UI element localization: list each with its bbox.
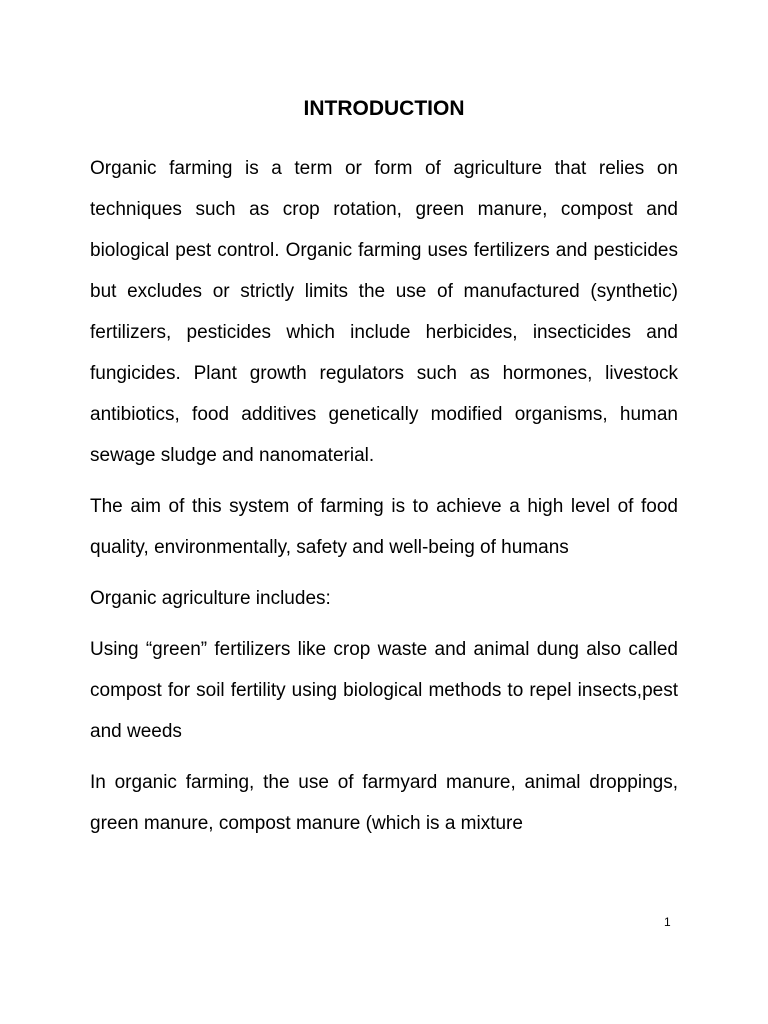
page-title: INTRODUCTION [303,97,465,120]
paragraph-green-fertilizers: Using “green” fertilizers like crop waste and animal dung also called compost for soil fertility using biological methods to repel insects,pest and weeds [90,639,678,742]
document-body [90,148,678,854]
paragraph-farmyard-manure: In organic farming, the use of farmyard manure, animal droppings, green manure, compost manure (which is a mixture [90,772,678,834]
paragraph-organic-farming-definition: Organic farming is a term or form of agriculture that relies on techniques such as crop rotation, green manure, compost and biological pest control. Organic farming uses fertilizers and pesticides but excludes or strictly limits the use of manufactured (synthetic) fertilizers, pesticides which include herbicides, insecticides and fungicides. Plant growth regulators such as hormones, livestock antibiotics, food additives genetically modified organisms, human sewage sludge and nanomaterial. [90,158,678,466]
paragraph-includes-heading: Organic agriculture includes: [90,588,331,609]
paragraph-aim: The aim of this system of farming is to achieve a high level of food quality, environmentally, safety and well-being of humans [90,496,678,558]
page-number: 1 [664,915,671,929]
